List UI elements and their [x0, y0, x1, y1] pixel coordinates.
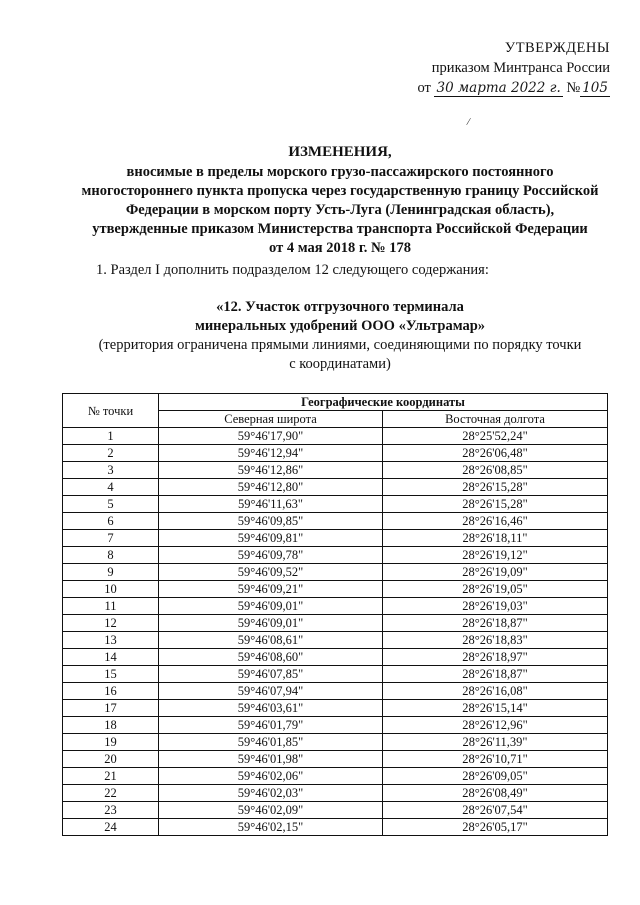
point-number-cell: 5 [63, 496, 159, 513]
longitude-cell: 28°26'15,28" [383, 496, 608, 513]
latitude-cell: 59°46'09,78" [159, 547, 383, 564]
heading-line-2: многостороннего пункта пропуска через государственную границу Российской [81, 183, 599, 199]
table-row [63, 479, 608, 496]
point-number-cell: 17 [63, 700, 159, 717]
table-row [63, 802, 608, 819]
latitude-cell: 59°46'02,06" [159, 768, 383, 785]
document-heading [70, 143, 610, 258]
point-number-cell: 19 [63, 734, 159, 751]
latitude-cell: 59°46'01,79" [159, 717, 383, 734]
coordinates-body [63, 428, 608, 836]
point-number-cell: 10 [63, 581, 159, 598]
header-geo-coordinates: Географические координаты [159, 394, 608, 411]
latitude-cell: 59°46'08,61" [159, 632, 383, 649]
longitude-cell: 28°26'15,28" [383, 479, 608, 496]
point-number-cell: 16 [63, 683, 159, 700]
table-row [63, 785, 608, 802]
subsection-note-2: с координатами) [289, 356, 391, 372]
heading-title: ИЗМЕНЕНИЯ, [288, 144, 392, 160]
approval-title: УТВЕРЖДЕНЫ [504, 40, 610, 56]
point-number-cell: 22 [63, 785, 159, 802]
longitude-cell: 28°26'19,05" [383, 581, 608, 598]
point-number-cell: 3 [63, 462, 159, 479]
table-row [63, 734, 608, 751]
table-row [63, 445, 608, 462]
longitude-cell: 28°26'19,09" [383, 564, 608, 581]
table-row [63, 751, 608, 768]
longitude-cell: 28°26'12,96" [383, 717, 608, 734]
latitude-cell: 59°46'02,03" [159, 785, 383, 802]
approval-stamp [390, 38, 610, 98]
latitude-cell: 59°46'09,81" [159, 530, 383, 547]
table-row [63, 581, 608, 598]
point-number-cell: 24 [63, 819, 159, 836]
point-number-cell: 21 [63, 768, 159, 785]
paragraph-1: 1. Раздел I дополнить подразделом 12 следующего содержания: [96, 262, 489, 278]
table-row [63, 632, 608, 649]
point-number-cell: 15 [63, 666, 159, 683]
point-number-cell: 9 [63, 564, 159, 581]
longitude-cell: 28°26'15,14" [383, 700, 608, 717]
longitude-cell: 28°26'18,11" [383, 530, 608, 547]
pen-mark: / [465, 115, 472, 129]
table-row [63, 547, 608, 564]
table-row [63, 768, 608, 785]
handwritten-date: 30 марта 2022 г. [436, 80, 561, 96]
latitude-cell: 59°46'11,63" [159, 496, 383, 513]
heading-line-1: вносимые в пределы морского грузо-пассажирского постоянного [126, 164, 554, 180]
coordinates-table [62, 393, 608, 836]
longitude-cell: 28°25'52,24" [383, 428, 608, 445]
longitude-cell: 28°26'18,97" [383, 649, 608, 666]
latitude-cell: 59°46'07,85" [159, 666, 383, 683]
longitude-cell: 28°26'05,17" [383, 819, 608, 836]
subsection-note-1: (территория ограничена прямыми линиями, соединяющими по порядку точки [98, 337, 582, 353]
table-row [63, 598, 608, 615]
table-row [63, 513, 608, 530]
from-label: от [417, 80, 431, 96]
table-row [63, 700, 608, 717]
table-row [63, 428, 608, 445]
longitude-cell: 28°26'08,85" [383, 462, 608, 479]
longitude-cell: 28°26'08,49" [383, 785, 608, 802]
latitude-cell: 59°46'01,98" [159, 751, 383, 768]
table-row [63, 666, 608, 683]
latitude-cell: 59°46'02,09" [159, 802, 383, 819]
latitude-cell: 59°46'12,86" [159, 462, 383, 479]
longitude-cell: 28°26'18,87" [383, 666, 608, 683]
table-row [63, 683, 608, 700]
longitude-cell: 28°26'18,87" [383, 615, 608, 632]
point-number-cell: 18 [63, 717, 159, 734]
longitude-cell: 28°26'09,05" [383, 768, 608, 785]
latitude-cell: 59°46'09,01" [159, 615, 383, 632]
table-row [63, 717, 608, 734]
table-row [63, 530, 608, 547]
latitude-cell: 59°46'09,21" [159, 581, 383, 598]
table-row [63, 615, 608, 632]
point-number-cell: 13 [63, 632, 159, 649]
table-row [63, 496, 608, 513]
subsection-title-2: минеральных удобрений ООО «Ультрамар» [194, 318, 486, 334]
subsection-title-1: «12. Участок отгрузочного терминала [216, 299, 464, 315]
header-east-longitude: Восточная долгота [383, 411, 608, 428]
approval-date-line [390, 78, 610, 98]
point-number-cell: 8 [63, 547, 159, 564]
latitude-cell: 59°46'07,94" [159, 683, 383, 700]
heading-line-4: утвержденные приказом Министерства транспорта Российской Федерации [92, 221, 588, 237]
header-point-number: № точки [63, 394, 159, 428]
point-number-cell: 2 [63, 445, 159, 462]
latitude-cell: 59°46'01,85" [159, 734, 383, 751]
table-row [63, 649, 608, 666]
latitude-cell: 59°46'09,85" [159, 513, 383, 530]
table-row [63, 819, 608, 836]
point-number-cell: 7 [63, 530, 159, 547]
subsection-12 [60, 298, 620, 374]
longitude-cell: 28°26'10,71" [383, 751, 608, 768]
point-number-cell: 20 [63, 751, 159, 768]
latitude-cell: 59°46'03,61" [159, 700, 383, 717]
longitude-cell: 28°26'16,08" [383, 683, 608, 700]
latitude-cell: 59°46'09,01" [159, 598, 383, 615]
table-row [63, 564, 608, 581]
longitude-cell: 28°26'19,12" [383, 547, 608, 564]
handwritten-number: 105 [582, 80, 608, 96]
longitude-cell: 28°26'07,54" [383, 802, 608, 819]
table-row [63, 462, 608, 479]
longitude-cell: 28°26'11,39" [383, 734, 608, 751]
latitude-cell: 59°46'12,94" [159, 445, 383, 462]
point-number-cell: 14 [63, 649, 159, 666]
longitude-cell: 28°26'06,48" [383, 445, 608, 462]
longitude-cell: 28°26'18,83" [383, 632, 608, 649]
latitude-cell: 59°46'08,60" [159, 649, 383, 666]
point-number-cell: 6 [63, 513, 159, 530]
latitude-cell: 59°46'09,52" [159, 564, 383, 581]
point-number-cell: 1 [63, 428, 159, 445]
number-label: № [566, 80, 581, 96]
latitude-cell: 59°46'12,80" [159, 479, 383, 496]
heading-line-5: от 4 мая 2018 г. № 178 [269, 240, 411, 256]
header-north-latitude: Северная широта [159, 411, 383, 428]
point-number-cell: 11 [63, 598, 159, 615]
longitude-cell: 28°26'16,46" [383, 513, 608, 530]
latitude-cell: 59°46'02,15" [159, 819, 383, 836]
point-number-cell: 12 [63, 615, 159, 632]
point-number-cell: 23 [63, 802, 159, 819]
longitude-cell: 28°26'19,03" [383, 598, 608, 615]
approval-order-line: приказом Минтранса России [431, 60, 610, 76]
latitude-cell: 59°46'17,90" [159, 428, 383, 445]
heading-line-3: Федерации в морском порту Усть-Луга (Ленинградская область), [125, 202, 555, 218]
point-number-cell: 4 [63, 479, 159, 496]
